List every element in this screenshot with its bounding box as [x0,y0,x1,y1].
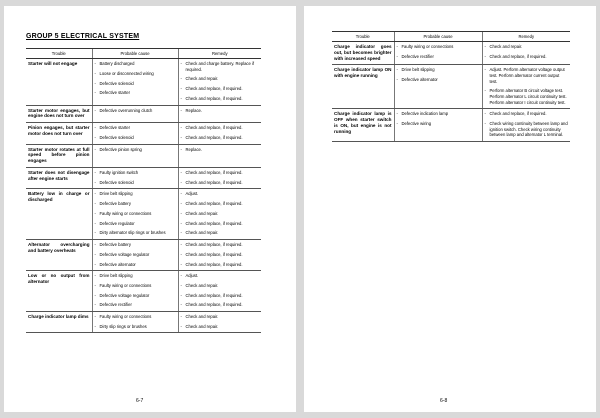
trouble-cell: Low or no output from alternator [26,271,92,312]
remedy-item [485,121,569,138]
trouble-cell: Alternator overcharging and battery overheats [26,239,92,270]
remedy-item [181,108,260,114]
remedy-text: Check and repair. [489,44,523,49]
cause-text: Battery discharged [99,61,135,66]
header-row [26,49,261,59]
cause-item [95,283,176,289]
cause-text: Defective wiring [401,120,432,126]
trouble-cell: Charge indicator lamp is OFF when starter switch is ON, but engine is not running [332,109,394,142]
cause-item [397,77,480,83]
bullet-dash: - [396,53,398,59]
bullet-dash: - [180,201,182,207]
remedy-item [485,67,569,84]
cause-cell [92,144,178,167]
right-page [304,6,596,412]
trouble-cell: Pinion engages, but starter motor does not turn over [26,123,92,144]
remedy-text: Check and replace, if required. [185,261,243,267]
remedy-text: Check and replace, if required. [185,125,243,131]
table-row [332,65,570,109]
cause-text: Drive belt slipping [401,67,435,73]
cause-cell [92,167,178,188]
bullet-dash: - [484,88,486,94]
remedy-item [181,147,260,153]
table-row [26,271,261,312]
remedy-item [181,170,260,176]
cause-text: Defective solenoid [99,80,134,86]
cause-text: Defective alternator [401,77,438,83]
remedy-item [181,262,260,268]
bullet-dash: - [180,146,182,152]
remedy-text: Check and replace, if required. [185,220,243,226]
bullet-dash: - [94,292,96,298]
bullet-dash: - [180,314,182,320]
cause-item [95,191,176,197]
remedy-text: Check and repair. [185,282,219,288]
bullet-dash: - [94,314,96,320]
cause-cell [92,312,178,333]
bullet-dash: - [396,111,398,117]
bullet-dash: - [484,53,486,59]
cause-item [95,170,176,176]
cause-item [95,230,176,236]
cause-text: Defective overrunning clutch [99,107,153,113]
bullet-dash: - [484,44,486,49]
remedy-item [181,125,260,131]
remedy-cell [482,109,570,142]
remedy-cell [178,312,261,333]
bullet-dash: - [94,241,96,247]
table-row [332,42,570,65]
cause-text: Defective alternator [99,261,136,267]
remedy-item [181,76,260,82]
bullet-dash: - [180,282,182,288]
cause-text: Faulty wiring or connections [99,210,152,216]
cause-text: Faulty wiring or connections [99,314,152,320]
bullet-dash: - [180,302,182,308]
remedy-cell [482,65,570,109]
cause-item [397,54,480,60]
remedy-text: Check and replace, if required. [185,179,243,185]
header-trouble: Trouble [26,49,92,59]
table-row [332,109,570,142]
cause-item [95,135,176,141]
bullet-dash: - [180,230,182,236]
remedy-item [181,201,260,207]
bullet-dash: - [94,107,96,113]
cause-text: Defective regulator [99,220,135,226]
bullet-dash: - [94,302,96,308]
remedy-text: Check and repair. [185,210,219,216]
header-row [332,32,570,42]
trouble-cell: Charge indicator lamp ON with engine running [332,65,394,109]
page-number: 6-7 [136,398,144,404]
trouble-cell: Battery low in charge or discharged [26,189,92,240]
remedy-item [181,86,260,92]
remedy-text: Replace. [185,107,203,113]
cause-text: Loose or disconnected wiring [99,70,154,76]
table-row [26,105,261,123]
cause-item [95,262,176,268]
bullet-dash: - [94,80,96,86]
cause-text: Defective starter [99,90,130,96]
cause-item [95,324,176,330]
cause-cell [92,105,178,123]
header-remedy: Remedy [178,49,261,59]
header-probable-cause: Probable cause [92,49,178,59]
troubleshooting-table-right [332,31,570,142]
bullet-dash: - [180,220,182,226]
bullet-dash: - [396,120,398,126]
cause-item [95,90,176,96]
cause-item [95,221,176,227]
bullet-dash: - [180,191,182,197]
remedy-item [181,273,260,279]
trouble-cell: Charge indicator goes out, but becomes brighter with increased speed [332,42,394,65]
bullet-dash: - [94,220,96,226]
remedy-cell [178,271,261,312]
remedy-item [485,54,569,60]
cause-cell [92,123,178,144]
table-row [26,189,261,240]
header-trouble: Trouble [332,32,394,42]
bullet-dash: - [94,251,96,257]
remedy-item [485,111,569,117]
bullet-dash: - [94,169,96,175]
bullet-dash: - [180,251,182,257]
bullet-dash: - [396,67,398,73]
cause-cell [92,271,178,312]
bullet-dash: - [180,169,182,175]
troubleshooting-table-left [26,48,261,333]
cause-item [95,293,176,299]
group-title: GROUP 5 ELECTRICAL SYSTEM [26,33,140,40]
bullet-dash: - [180,292,182,298]
cause-text: Faulty ignition switch [99,169,139,175]
remedy-item [181,324,260,330]
remedy-item [181,61,260,72]
cause-cell [394,109,482,142]
cause-item [95,71,176,77]
bullet-dash: - [94,323,96,329]
cause-item [95,108,176,114]
cause-item [95,201,176,207]
bullet-dash: - [180,125,182,131]
table-row [26,239,261,270]
remedy-text: Check and repair. [185,314,219,320]
remedy-text: Check and replace, if required. [185,302,243,308]
remedy-text: Check and replace, if required. [185,169,243,175]
remedy-text: Adjust. [185,273,199,279]
cause-cell [394,42,482,65]
bullet-dash: - [180,76,182,82]
cause-item [95,125,176,131]
bullet-dash: - [94,146,96,152]
table-row [26,312,261,333]
cause-text: Defective voltage regulator [99,251,150,257]
remedy-item [181,314,260,320]
trouble-cell: Starter will not engage [26,59,92,106]
bullet-dash: - [180,210,182,216]
remedy-text: Adjust. [185,191,199,197]
remedy-text: Check and charge battery. Replace if required. [185,61,255,72]
remedy-text: Check and replace, if required. [185,134,243,140]
left-page [4,6,296,412]
cause-text: Defective battery [99,241,131,247]
cause-item [95,147,176,153]
header-remedy: Remedy [482,32,570,42]
remedy-text: Check and replace, if required. [185,95,243,101]
bullet-dash: - [180,107,182,113]
cause-item [95,81,176,87]
bullet-dash: - [94,201,96,207]
cause-text: Dirty slip rings or brushes [99,323,147,329]
trouble-cell: Starter does not disengage after engine starts [26,167,92,188]
bullet-dash: - [180,61,182,66]
remedy-item [485,44,569,50]
table-row [26,59,261,106]
cause-item [95,211,176,217]
bullet-dash: - [396,77,398,83]
cause-item [95,302,176,308]
remedy-cell [178,105,261,123]
bullet-dash: - [396,44,398,49]
remedy-item [181,96,260,102]
cause-cell [92,239,178,270]
trouble-cell: Starter motor rotates at full speed before pinion engages [26,144,92,167]
cause-text: Defective rectifier [401,53,434,59]
remedy-cell [178,189,261,240]
bullet-dash: - [94,134,96,140]
remedy-cell [178,239,261,270]
remedy-text: Replace. [185,146,203,152]
page-number: 6-8 [440,398,448,404]
remedy-cell [178,167,261,188]
bullet-dash: - [180,323,182,329]
cause-text: Defective pinion spring [99,146,142,152]
cause-item [397,121,480,127]
remedy-cell [178,123,261,144]
cause-cell [92,189,178,240]
remedy-text: Check wiring continuity between lamp and ignition switch. Check wiring continuity between lamp and alternator L terminal. [489,120,568,138]
header-probable-cause: Probable cause [394,32,482,42]
bullet-dash: - [484,67,486,73]
cause-item [95,61,176,67]
trouble-cell: Charge indicator lamp dims [26,312,92,333]
bullet-dash: - [94,230,96,236]
cause-text: Defective solenoid [99,179,134,185]
bullet-dash: - [484,120,486,126]
remedy-item [181,252,260,258]
remedy-text: Check and repair. [185,76,219,82]
cause-text: Faulty wiring or connections [401,44,454,49]
cause-item [397,67,480,73]
remedy-text: Check and replace, if required. [185,251,243,257]
bullet-dash: - [94,282,96,288]
remedy-text: Perform alternator B circuit voltage test. Perform alternator L circuit continuity test. Perform alternator I circuit continuity test. [489,88,567,105]
cause-text: Defective battery [99,201,131,207]
bullet-dash: - [94,210,96,216]
cause-item [95,242,176,248]
bullet-dash: - [180,241,182,247]
cause-item [95,180,176,186]
bullet-dash: - [94,179,96,185]
remedy-text: Check and replace, if required. [489,111,547,117]
remedy-item [181,211,260,217]
remedy-item [181,302,260,308]
bullet-dash: - [180,95,182,101]
bullet-dash: - [484,111,486,117]
remedy-text: Check and repair. [185,323,219,329]
remedy-text: Adjust. Perform alternator voltage output test. Perform alternator current output test. [489,67,565,84]
bullet-dash: - [180,261,182,267]
remedy-item [181,283,260,289]
bullet-dash: - [94,61,96,66]
bullet-dash: - [94,125,96,131]
remedy-text: Check and replace, if required. [489,53,547,59]
remedy-text: Check and replace, if required. [185,292,243,298]
cause-text: Drive belt slipping [99,273,133,279]
bullet-dash: - [180,86,182,92]
cause-text: Dirty alternator slip rings or brushes [99,230,166,236]
remedy-item [485,88,569,105]
bullet-dash: - [180,134,182,140]
table-body-left [26,59,261,333]
bullet-dash: - [180,179,182,185]
remedy-item [181,221,260,227]
trouble-cell: Starter motor engages, but engine does not turn over [26,105,92,123]
remedy-item [181,180,260,186]
remedy-cell [482,42,570,65]
table-row [26,123,261,144]
bullet-dash: - [94,191,96,197]
bullet-dash: - [94,70,96,76]
remedy-text: Check and replace, if required. [185,201,243,207]
bullet-dash: - [180,273,182,279]
remedy-text: Check and replace, if required. [185,241,243,247]
cause-text: Defective indication lamp [401,111,449,117]
bullet-dash: - [94,261,96,267]
cause-item [95,273,176,279]
cause-item [95,314,176,320]
remedy-item [181,191,260,197]
table-row [26,167,261,188]
cause-text: Faulty wiring or connections [99,282,152,288]
remedy-item [181,135,260,141]
table-row [26,144,261,167]
cause-cell [394,65,482,109]
remedy-item [181,230,260,236]
cause-text: Drive belt slipping [99,191,133,197]
remedy-cell [178,59,261,106]
remedy-item [181,293,260,299]
remedy-text: Check and repair. [185,230,219,236]
remedy-text: Check and replace, if required. [185,86,243,92]
remedy-cell [178,144,261,167]
bullet-dash: - [94,90,96,96]
remedy-item [181,242,260,248]
cause-item [397,44,480,50]
cause-item [95,252,176,258]
cause-text: Defective voltage regulator [99,292,150,298]
cause-text: Defective solenoid [99,134,134,140]
cause-cell [92,59,178,106]
bullet-dash: - [94,273,96,279]
table-body-right [332,42,570,142]
cause-text: Defective starter [99,125,130,131]
cause-text: Defective rectifier [99,302,132,308]
cause-item [397,111,480,117]
